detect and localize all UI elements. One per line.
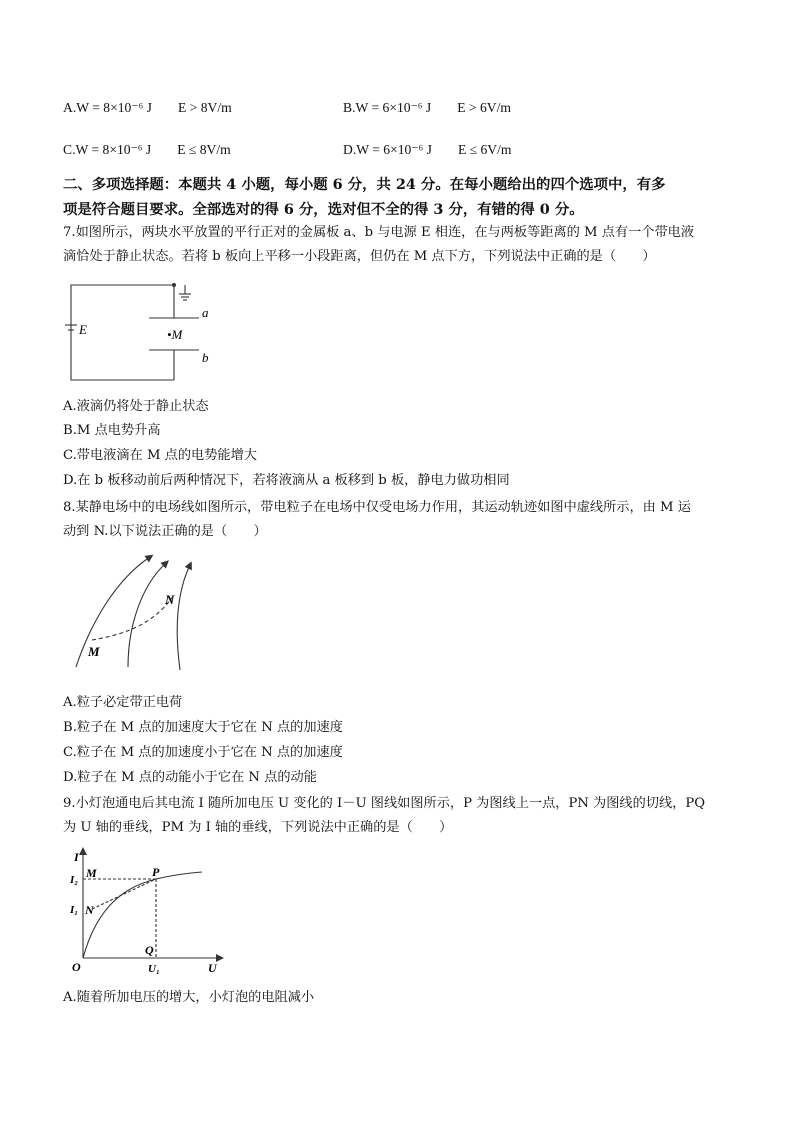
q7-stem-line2: 滴恰处于静止状态。若将 b 板向上平移一小段距离，但仍在 M 点下方，下列说法中正确的是（ ） xyxy=(63,249,656,264)
q9-stem-line1: 9.小灯泡通电后其电流 I 随所加电压 U 变化的 I－U 图线如图所示，P 为图线上一点，PN 为图线的切线，PQ xyxy=(63,796,706,811)
option-w: W = 6×10⁻⁶ J xyxy=(356,142,432,157)
tick-label-i2: I₂ xyxy=(70,874,79,886)
point-label-m: •M xyxy=(167,327,183,342)
option-label: D. xyxy=(343,142,357,157)
q8-stem-line2: 动到 N.以下说法正确的是（ ） xyxy=(63,524,267,539)
point-label-m: M xyxy=(86,866,97,880)
q8-stem-line1: 8.某静电场中的电场线如图所示，带电粒子在电场中仅受电场力作用，其运动轨迹如图中虚线所示，由 M 运 xyxy=(63,500,691,515)
q8-option-a: A.粒子必定带正电荷 xyxy=(63,695,183,710)
point-label-n: N xyxy=(165,592,175,607)
q8-option-d: D.粒子在 M 点的动能小于它在 N 点的动能 xyxy=(63,770,317,785)
option-e: E ≤ 6V/m xyxy=(457,142,512,157)
option-label: C. xyxy=(63,142,76,157)
plate-label-a: a xyxy=(202,305,209,320)
q7-stem-line1: 7.如图所示，两块水平放置的平行正对的金属板 a、b 与电源 E 相连，在与两板等距离的 M 点有一个带电液 xyxy=(63,225,695,240)
option-w: W = 8×10⁻⁶ J xyxy=(76,100,152,115)
option-label: A. xyxy=(63,100,77,115)
prev-option-d xyxy=(343,142,511,158)
q8-field-lines-figure xyxy=(70,555,200,675)
point-label-m: M xyxy=(88,644,100,659)
q8-option-c: C.粒子在 M 点的加速度小于它在 N 点的加速度 xyxy=(63,745,343,760)
q9-iu-graph-figure xyxy=(68,848,228,978)
q7-option-a: A.液滴仍将处于静止状态 xyxy=(63,399,209,414)
option-w: W = 8×10⁻⁶ J xyxy=(75,142,152,157)
q7-option-d: D.在 b 板移动前后两种情况下，若将液滴从 a 板移到 b 板，静电力做功相同 xyxy=(63,473,510,488)
point-label-n: N xyxy=(85,903,94,917)
prev-option-c xyxy=(63,142,231,158)
point-label-q: Q xyxy=(145,943,154,957)
option-label: B. xyxy=(343,100,356,115)
option-w: W = 6×10⁻⁶ J xyxy=(355,100,432,115)
battery-label-e: E xyxy=(79,322,87,337)
prev-option-b xyxy=(343,100,511,116)
tick-label-u1: U₁ xyxy=(148,963,160,975)
q7-option-b: B.M 点电势升高 xyxy=(63,423,161,438)
q8-option-b: B.粒子在 M 点的加速度大于它在 N 点的加速度 xyxy=(63,720,343,735)
tick-label-i1: I₁ xyxy=(70,904,79,916)
plate-label-b: b xyxy=(202,350,209,365)
axis-label-i: I xyxy=(74,850,79,864)
section-heading-line1: 二、多项选择题：本题共 4 小题，每小题 6 分，共 24 分。在每小题给出的四个选项中，有多 xyxy=(63,176,666,193)
option-e: E > 6V/m xyxy=(457,100,511,115)
q9-option-a: A.随着所加电压的增大，小灯泡的电阻减小 xyxy=(63,990,315,1005)
point-label-p: P xyxy=(152,865,160,879)
option-e: E > 8V/m xyxy=(177,100,232,115)
option-e: E ≤ 8V/m xyxy=(177,142,231,157)
section-heading-line2: 项是符合题目要求。全部选对的得 6 分，选对但不全的得 3 分，有错的得 0 分。 xyxy=(63,201,584,218)
q9-stem-line2: 为 U 轴的垂线，PM 为 I 轴的垂线，下列说法中正确的是（ ） xyxy=(63,820,453,835)
axis-label-u: U xyxy=(208,961,217,975)
origin-label: O xyxy=(72,960,81,974)
q7-capacitor-figure xyxy=(64,280,214,385)
q7-option-c: C.带电液滴在 M 点的电势能增大 xyxy=(63,448,257,463)
prev-option-a xyxy=(63,100,232,116)
